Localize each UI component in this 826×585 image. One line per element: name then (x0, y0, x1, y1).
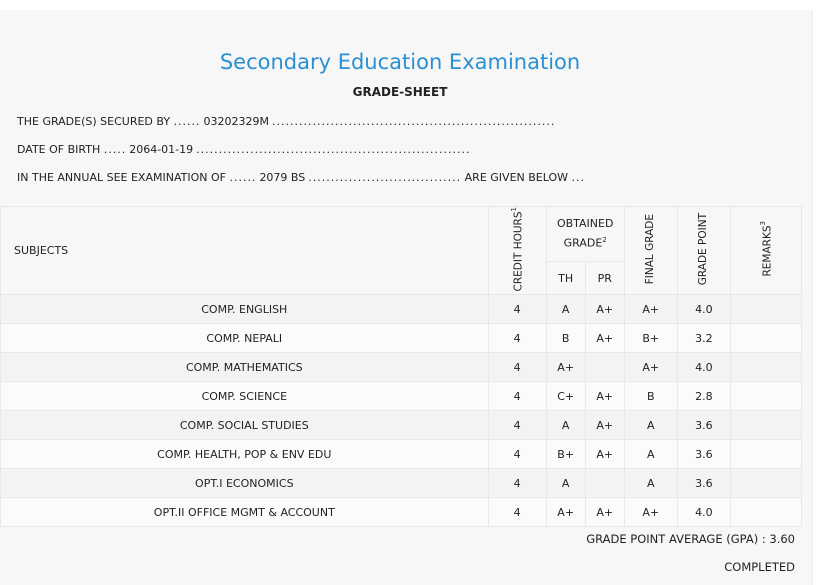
grade-point-cell: 3.2 (677, 324, 730, 353)
th-grade-cell: A+ (546, 353, 585, 382)
pr-grade-cell (585, 469, 624, 498)
remarks-cell (730, 469, 801, 498)
gpa-line (586, 532, 795, 546)
pr-grade-cell: A+ (585, 295, 624, 324)
pr-grade-cell: A+ (585, 411, 624, 440)
dob-label: DATE OF BIRTH (17, 143, 101, 156)
credit-cell: 4 (488, 382, 546, 411)
final-grade-cell: A (624, 469, 677, 498)
remarks-cell (730, 411, 801, 440)
subject-cell: COMP. MATHEMATICS (1, 353, 489, 382)
grade-point-cell: 3.6 (677, 469, 730, 498)
header-credit-hours: CREDIT HOURS$^1$ (488, 207, 546, 295)
grade-point-cell: 4.0 (677, 295, 730, 324)
header-th: TH (546, 262, 585, 295)
th-grade-cell: A+ (546, 498, 585, 527)
credit-cell: 4 (488, 498, 546, 527)
th-grade-cell: A (546, 469, 585, 498)
secured-label: THE GRADE(S) SECURED BY (17, 115, 171, 128)
th-grade-cell: C+ (546, 382, 585, 411)
final-grade-cell: A+ (624, 353, 677, 382)
subject-cell: COMP. HEALTH, POP & ENV EDU (1, 440, 489, 469)
credit-cell: 4 (488, 295, 546, 324)
final-grade-cell: A+ (624, 498, 677, 527)
credit-cell: 4 (488, 324, 546, 353)
remarks-cell (730, 353, 801, 382)
header-subjects: SUBJECTS (1, 207, 489, 295)
table-row (1, 324, 802, 353)
table-row (1, 440, 802, 469)
remarks-cell (730, 295, 801, 324)
table-row (1, 498, 802, 527)
remarks-cell (730, 324, 801, 353)
th-grade-cell: A (546, 295, 585, 324)
sheet-subtitle: GRADE-SHEET (352, 85, 448, 99)
exam-title: Secondary Education Examination (219, 50, 581, 74)
table-row (1, 353, 802, 382)
grade-sheet-panel (0, 10, 813, 585)
th-grade-cell: B+ (546, 440, 585, 469)
table-row (1, 295, 802, 324)
gpa-label: GRADE POINT AVERAGE (GPA) : (586, 532, 766, 546)
subject-cell: OPT.II OFFICE MGMT & ACCOUNT (1, 498, 489, 527)
final-grade-cell: A+ (624, 295, 677, 324)
credit-cell: 4 (488, 440, 546, 469)
table-row (1, 411, 802, 440)
pr-grade-cell (585, 353, 624, 382)
header-remarks: REMARKS$^3$ (730, 207, 801, 295)
pr-grade-cell: A+ (585, 324, 624, 353)
dob-value: 2064-01-19 (129, 143, 194, 156)
remarks-cell (730, 440, 801, 469)
subject-cell: COMP. SCIENCE (1, 382, 489, 411)
grade-point-cell: 4.0 (677, 353, 730, 382)
header-obtained-grade: OBTAINED GRADE$^2$ (546, 207, 624, 262)
credit-cell: 4 (488, 469, 546, 498)
gpa-value: 3.60 (769, 532, 795, 546)
header-pr: PR (585, 262, 624, 295)
final-grade-cell: A (624, 440, 677, 469)
subject-cell: COMP. NEPALI (1, 324, 489, 353)
pr-grade-cell: A+ (585, 498, 624, 527)
grade-point-cell: 4.0 (677, 498, 730, 527)
pr-grade-cell: A+ (585, 382, 624, 411)
subject-cell: COMP. ENGLISH (1, 295, 489, 324)
pr-grade-cell: A+ (585, 440, 624, 469)
exam-suffix: ARE GIVEN BELOW (464, 171, 569, 184)
grade-point-cell: 2.8 (677, 382, 730, 411)
grade-point-cell: 3.6 (677, 411, 730, 440)
final-grade-cell: B+ (624, 324, 677, 353)
subject-cell: OPT.I ECONOMICS (1, 469, 489, 498)
credit-cell: 4 (488, 411, 546, 440)
grades-table (0, 206, 802, 527)
grade-point-cell: 3.6 (677, 440, 730, 469)
info-secured-line: THE GRADE(S) SECURED BY ...... 03202329M ............................................................... (17, 115, 556, 128)
table-row (1, 469, 802, 498)
subject-cell: COMP. SOCIAL STUDIES (1, 411, 489, 440)
final-grade-cell: B (624, 382, 677, 411)
header-grade-point: GRADE POINT (677, 207, 730, 295)
final-grade-cell: A (624, 411, 677, 440)
info-exam-line: IN THE ANNUAL SEE EXAMINATION OF ...... 2079 BS .................................. ARE GIVEN BELOW ... (17, 171, 586, 184)
status-completed: COMPLETED (724, 560, 795, 574)
remarks-cell (730, 498, 801, 527)
exam-label: IN THE ANNUAL SEE EXAMINATION OF (17, 171, 226, 184)
header-final-grade: FINAL GRADE (624, 207, 677, 295)
th-grade-cell: B (546, 324, 585, 353)
remarks-cell (730, 382, 801, 411)
exam-year: 2079 BS (259, 171, 306, 184)
credit-cell: 4 (488, 353, 546, 382)
th-grade-cell: A (546, 411, 585, 440)
symbol-number: 03202329M (203, 115, 270, 128)
table-row (1, 382, 802, 411)
info-dob-line: DATE OF BIRTH ..... 2064-01-19 ............................................................. (17, 143, 471, 156)
